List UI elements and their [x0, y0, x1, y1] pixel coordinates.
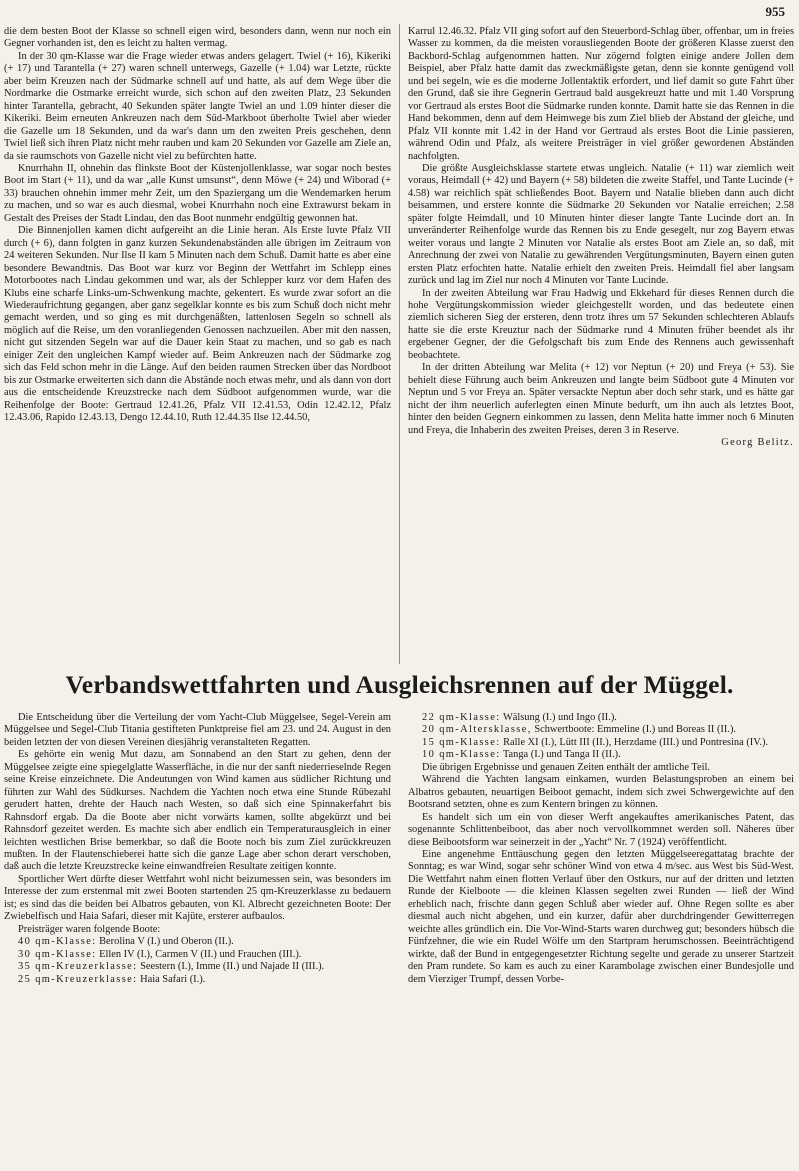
- result-text: Ralle XI (I.), Lütt III (II.), Herzdame (III.) und Pontresina (IV.).: [503, 736, 769, 748]
- result-text: Wälsung (I.) und Ingo (II.).: [502, 712, 617, 723]
- result-text: Ellen IV (I.), Carmen V (II.) und Frauchen (III.).: [99, 948, 302, 960]
- paragraph: Eine angenehme Enttäuschung gegen den letzten Müggelseeregattatag brachte der Sonntag; es war Wind, sogar sehr schöner Wind von etwa 4 m/sec. aus West bis Süd-West. Die Wettfahrt nahm einen flotten Verlauf über den Ostkurs, nur auf der dritten und letzten Runde der Kielboote — die kleinen Klassen segelten zwei Runden — ließ der Wind erheblich nach, frischte dann gegen Schluß aber wieder auf. Ohne Regen sollte es aber diesmal auch nicht abgehen, und ein kurzer, dafür aber durchdringender Gewitterregen weichte alles gründlich ein. Die Vor-Wind-Starts waren durchweg gut; besonders hübsch die Fünfzehner, die wie ein Rudel Wölfe um den Startpram herumschossen. Beeinträchtigend wirkte, daß der Bund in entgegengesetzter Richtung segelte und gerade zu unserer Startzeit den Pram rundete. So kam es auch zu einer Karambolage zwischen einer Bundesjolle und dem Vierziger Trumpf, dessen Vorbe-: [408, 848, 794, 985]
- result-text: Schwertboote: Emmeline (I.) und Boreas II (II.).: [534, 724, 737, 736]
- paragraph: In der zweiten Abteilung war Frau Hadwig und Ekkehard für dieses Rennen durch die hohe Vergütungskommission wieder gleichgestellt worden, und das bedeutete einen ziemlich sicheren Sieg der ersteren, denn trotz ihres um 57 Sekunden schlechteren Ablaufs hatte sie die erste Kreuztur nach der Südmarke rund 4 Minuten früher beendet als ihr ergebener Gegner, der die Gefolgschaft bis zum Ende des Rennens auch gewissenhaft beobachtete.: [408, 287, 794, 361]
- class-name: 35 qm-Kreuzerklasse:: [18, 961, 138, 973]
- paragraph: die dem besten Boot der Klasse so schnell eigen wird, besonders dann, wenn nur noch ein Gegner vorhanden ist, den es leicht zu halten vermag.: [4, 26, 391, 50]
- paragraph: Preisträger waren folgende Boote:: [18, 923, 161, 935]
- page-number: 955: [765, 4, 785, 19]
- result-text: Haia Safari (I.).: [140, 973, 206, 985]
- column-divider: [399, 24, 400, 664]
- result-line: [4, 949, 391, 961]
- paragraph: Knurrhahn II, ohnehin das flinkste Boot der Küstenjollenklasse, war sogar noch bestes Boot im Start (+ 11), und da war „alle Kunst umsunst“, denn Möwe (+ 24) und Wiborad (+ 33) brauchen ohnehin immer mehr Zeit, um den Spaziergang um die Wendemarken herum zu machen, und so war es auch diesmal, wobei Knurrhahn noch eine Extrawurst bekam in Gestalt des Preises der Stadt Lindau, den das Boot nunmehr endgültig gewonnen hat.: [4, 162, 391, 224]
- class-name: 20 qm-Altersklasse,: [422, 724, 532, 736]
- result-line: [408, 749, 794, 761]
- article-title: Verbandswettfahrten und Ausgleichsrennen auf der Müggel.: [65, 670, 734, 699]
- class-name: 22 qm-Klasse:: [422, 712, 501, 723]
- result-line: [4, 974, 391, 986]
- result-line: [408, 737, 794, 749]
- class-name: 15 qm-Klasse:: [422, 736, 501, 748]
- result-line: [4, 961, 391, 973]
- class-name: 25 qm-Kreuzerklasse:: [18, 973, 138, 985]
- paragraph: Karrul 12.46.32. Pfalz VII ging sofort auf den Steuerbord-Schlag über, offenbar, um in freies Wasser zu kommen, da die meisten vorausliegenden Boote der größeren Klasse zuerst den Backbord-Schlag aufgenommen hatten. Nur zögernd folgten einige andere Jollen dem Beispiel, aber Pfalz hatte damit das zweckmäßigste getan, denn sie konnte genügend voll und bei segeln, wie es die moderne Jollentaktik erfordert, und lief damit so gute Fahrt über den Grund, daß sie ihre Gegnerin Gertraud bald ausgekreuzt hatte und mit 1.40 Vorsprung vor Gertraud als erstes Boot die Südmarke runden konnte. Damit hatte sie das Rennen in die Hand bekommen, denn auf dem Heimwege bis zum Ziel blieb der Abstand der gleiche, und Pfalz VII konnte mit 1.42 in der Hand vor Gertraud als erstes Boot die Linie passieren, während Odin und Pfalz, als weitere Preisträger in viel größer gewordenen Abständen nachfolgten.: [408, 26, 794, 162]
- result-text: Berolina V (I.) und Oberon (II.).: [99, 936, 234, 948]
- article-one-right-column: [408, 26, 794, 680]
- result-text: Seestern (I.), Imme (II.) und Najade II (III.).: [140, 961, 325, 973]
- result-text: Tanga (I.) und Tanga II (II.).: [502, 749, 621, 761]
- paragraph: Während die Yachten langsam einkamen, wurden Belastungsproben an einem bei Albatros gebauten, neuartigen Beiboot gemacht, indem sich zwei Schwergewichte auf den Bootsrand setzten, ohne es zum Kentern bringen zu können.: [408, 774, 794, 811]
- paragraph: Die übrigen Ergebnisse und genauen Zeiten enthält der amtliche Teil.: [422, 761, 710, 773]
- paragraph: Die größte Ausgleichsklasse startete etwas ungleich. Natalie (+ 11) war ziemlich weit voraus, Heimdall (+ 42) und Bayern (+ 58) bildeten die zweite Staffel, und Tante Lucinde (+ 4.58) war reichlich spät schließendes Boot. Bayern und Natalie blieben dann auch dicht beisammen, und erstere konnte die Südmarke 20 Sekunden vor Natalie erreichen; 2.58 später folgte Heimdall, und 10 Minuten hinter dieser langte Tante Lucinde dort an. In unveränderter Reihenfolge wurde das Rennen bis zu Ende gesegelt, nur zog Bayern etwas weiter voraus und langte 2 Minuten vor Natalie als erstes Boot am Ziele an, so daß, mit Anrechnung der zwei von Natalie zu gewährenden Vergütungsminuten, Bayern einen guten ersten Platz erfochten hatte. Natalie erhielt den zweiten Preis. Heimdall fiel aber langsam zurück und lag im Ziel nur noch 4 Minuten vor Tante Lucinde.: [408, 162, 794, 287]
- result-line: [408, 724, 794, 736]
- result-line: [408, 712, 794, 724]
- author-signature: Georg Belitz.: [721, 436, 794, 448]
- paragraph: Es gehörte ein wenig Mut dazu, am Sonnabend an den Start zu gehen, denn der Müggelsee zeigte eine spiegelglatte Wasserfläche, in die nur der sanft niederrieselnde Regen seine Kreise einzeichnete. Die Andeutungen von Wind kamen aus südlicher Richtung und führten zur Wahl des Südkurses. Nachdem die Yachten noch etwa eine Stunde Rübezahl gerudert hatten, drehte der Hauch nach Westen, so daß sich eine Spinnakerfahrt bis Rahnsdorf ergab. Da die Boote aber nicht vorwärts kamen, sollte abgekürzt und bei Rahnsdorf gezeitet werden. Es machte sich aber endlich ein Temperaturausgleich in einer leichten westlichen Brise bemerkbar, so daß die Boote noch bis zum Ziel zurückkreuzen mußten. In der Flautenschieberei hatte sich die ganze Lage aber schon derart verschoben, daß auch die letzte Kreuzstrecke keine einwandfreien Resultate zeitigen konnte.: [4, 749, 391, 873]
- class-name: 40 qm-Klasse:: [18, 936, 97, 948]
- paragraph: In der dritten Abteilung war Melita (+ 12) vor Neptun (+ 20) und Freya (+ 53). Sie behielt diese Führung auch beim Ankreuzen und langte beim Südboot gute 4 Minuten vor Neptun und 5 vor Freya an. Später versackte Neptun aber doch sehr stark, und es hätte gar nicht der ihm neuerlich auferlegten einen Minute bedurft, um ihn auch als letztes Boot, hinter den beiden Gegnern einkommen zu lassen, denn Melita hatte immer noch 6 Minuten und Freya, die Inhaberin des zweiten Preises, deren 3 in Reserve.: [408, 362, 794, 436]
- class-name: 10 qm-Klasse:: [422, 749, 501, 761]
- article-one-left-column: [4, 26, 391, 680]
- result-line: [4, 936, 391, 948]
- paragraph: In der 30 qm-Klasse war die Frage wieder etwas anders gelagert. Twiel (+ 16), Kikeriki (+ 17) und Tarantella (+ 27) waren schnell unterwegs, Gazelle (+ 1.04) war Letzte, rückte aber beim Kreuzen nach der Südmarke schnell auf und hatte, als auf dem Wege über die Nordmarke die Ostmarke erreicht wurde, sich schon auf den zweiten Platz, 23 Sekunden hinter Tarantella, gebracht, 40 Sekunden später langte Twiel an und 1.09 hinter dieser die Kikeriki. Beim erneuten Ankreuzen nach dem Süd-Markboot überholte Twiel aber wieder die Gazelle um 18 Sekunden, und da war's dann um den zweiten Preis geschehen, denn Twiel ließ sich ihren Platz nicht mehr rauben und kam 20 Sekunden vor Gazelle am Ziele an, da sie raumschots von Gazelle nicht viel zu befürchten hatte.: [4, 50, 391, 162]
- article-two-right-column: [408, 712, 794, 1167]
- paragraph: Es handelt sich um ein von dieser Werft angekauftes amerikanisches Patent, das sogenannte Schlittenbeiboot, das aber noch vervollkommnet werden soll. Näheres über diese Beibootsform war seinerzeit in der „Yacht“ Nr. 7 (1924) veröffentlicht.: [408, 811, 794, 848]
- article-two-left-column: [4, 712, 391, 1167]
- paragraph: Die Binnenjollen kamen dicht aufgereiht an die Linie heran. Als Erste luvte Pfalz VII durch (+ 6), dann folgten in ganz kurzen Sekundenabständen alle übrigen im Zeitraum von 24 weiteren Sekunden. Nur Ilse II kam 5 Minuten nach dem Schuß. Damit hatte es aber eine besondere Bewandtnis. Das Boot war kurz vor Beginn der Wettfahrt im Schlepp eines Motorbootes nach Lindau gekommen und war, als der Schlepper kurz vor dem Hafen des Klubs eine scharfe Links-um-Schwenkung machte, gekentert. Es wurde zwar sofort an die Wiederaufrichtung gegangen, aber ganz segelklar konnte es bis zum Schuß doch nicht mehr gemacht werden, und so ging es mit durchgenäßten, lattenlosen Segeln so schnell als möglich auf die Reise, um den voranliegenden Genossen nachzueilen. Aber mit den nassen, nicht gut sitzenden Segeln war auf die Dauer kein Staat zu machen, und so gab es nach einiger Zeit den ungleichen Kampf wieder auf. Beim Ankreuzen nach der Südmarke zog sich das Feld schon mehr in die Länge. Auf den beiden raumen Strecken über das Nordboot bis zur Ostmarke erweiterten sich dann die Abstände noch etwas mehr, und als dann von dort aus die entscheidende Kreuzstrecke nach dem Südboot aufgenommen wurde, war die Reihenfolge der Boote: Gertraud 12.41.26, Pfalz VII 12.41.53, Odin 12.42.12, Pfalz 12.43.06, Rapido 12.43.13, Dengo 12.44.10, Ruth 12.44.35 Ilse 12.44.50,: [4, 225, 391, 424]
- paragraph: Die Entscheidung über die Verteilung der vom Yacht-Club Müggelsee, Segel-Verein am Müggelsee und Segel-Club Titania gestifteten Punktpreise fiel am 23. und 24. August in den beiden letzten der von diesen Vereinen diesjährig veranstalteten Regatten.: [4, 712, 391, 748]
- class-name: 30 qm-Klasse:: [18, 948, 97, 960]
- paragraph: Sportlicher Wert dürfte dieser Wettfahrt wohl nicht beizumessen sein, was besonders im Interesse der zum erstenmal mit zwei Booten startenden 25 qm-Kreuzerklasse zu bedauern ist; es sind das die beiden bei Albatros gebauten, von Kl. Albrecht gezeichneten Boote: Der Zwiebelfisch und Haia Safari, dieser mit Kajüte, ersterer aufbaulos.: [4, 873, 391, 923]
